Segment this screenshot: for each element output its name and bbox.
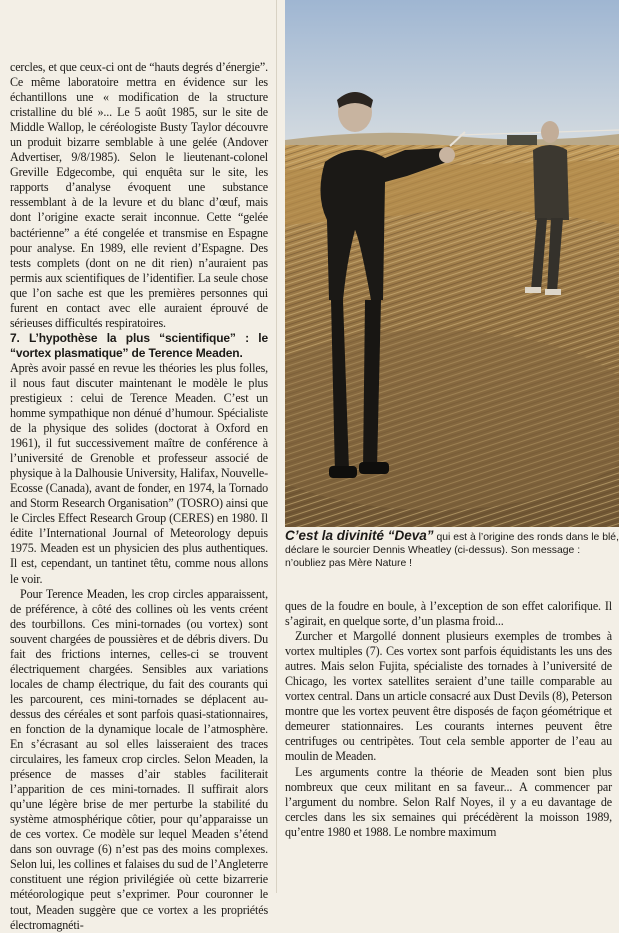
dowsers-in-wheat-field-photo [285, 0, 619, 527]
paragraph: Zurcher et Margollé donnent plusieurs exemples de trombes à vortex multiples (7). Ces vortex sont parfois équidistants les uns des autres. Mais selon Fujita, spécialiste des tornades à l’université de Chicago, les vortex satellites seraient d’une taille comparable au vortex central. Dans un article consacré aux Dust Devils (8), Peterson montre que les vortex peuvent être disposés de façon géométrique et demeurer stationnaires. Les courants internes peuvent être centrifuges ou centripètes. Tout cela semble apporter de l’eau au moulin de Meaden. [285, 629, 612, 764]
left-text-column [10, 60, 268, 933]
paragraph: ques de la foudre en boule, à l’exception de son effet calorifique. Il s’agirait, en quelque sorte, d’un plasma froid... [285, 599, 612, 629]
paragraph: Après avoir passé en revue les théories les plus folles, il nous faut discuter maintenant le modèle le plus prestigieux : celui de Terence Meaden. C’est un homme sympathique non dénué d’humour. Spécialiste de la physique des solides (doctorat à Oxford en 1961), il fut successivement maître de conférence à l’université de Grenoble et professeur associé de physique à la Dalhousie University, Halifax, Nouvelle-Ecosse (Canada), avant de fonder, en 1974, la Tornado and Storm Research Organisation” (TOSRO) ainsi que le Circles Effect Research Group (CERES) en 1980. Il édite l’International Journal of Meteorology depuis 1975. Meaden est un physicien des plus authentiques. Il est, cependant, un tantinet têtu, comme nous allons le voir. [10, 360, 268, 586]
paragraph: cercles, et que ceux-ci ont de “hauts degrés d’énergie”. Ce même laboratoire mettra en évidence sur les échantillons une « modification de la structure cristalline du blé »... Le 5 août 1985, sur le site de Middle Wallop, le céréologiste Busty Taylor découvre un produit bizarre semblable à une gelée (Andover Advertiser, 9/8/1985). Selon le lieutenant-colonel Greville Edgecombe, qui enquêta sur le site, les rapports d’analyse évoquent une substance ressemblant à de la levure et du blanc d’œuf, mais dont l’origine exacte serait inconnue. Cette “gelée bactérienne” a été congelée et transmise en Espagne pour analyse. En 1989, elle revient d’Espagne. Des tests complets (dont on ne dit rien) n’auraient pas permis aux scientifiques de l’identifier. La seule chose que l’on sache est que les premières personnes qui furent en contact avec elle auraient éprouvé de sérieuses difficultés respiratoires. [10, 60, 268, 330]
photo-caption [285, 530, 619, 570]
column-divider [276, 0, 277, 893]
right-text-column [285, 599, 612, 840]
paragraph: Pour Terence Meaden, les crop circles apparaissent, de préférence, à côté des collines où les vents créent des tourbillons. Ces mini-tornades (ou vortex) sont souvent chargées de poussières et de débris divers. Du fait des frictions internes, celles-ci se trouvent électriquement chargées. Sensibles aux variations locales de champ électrique, du fait des courants qui les parcourent, ces mini-tornades se déplacent au-dessus des céréales et sont parfois quasi-stationnaires, en fonction de la dynamique locale de l’atmosphère. En s’écrasant au sol elles laisseraient des traces circulaires, les fameux crop circles. Selon Meaden, la présence de masses d’air stables faciliterait l’apparition de ces mini-tornades. Il suffirait alors qu’une légère brise de mer perturbe la stabilité du système atmosphérique côtier, pour qu’apparaisse un de ces vortex. Ce modèle sur lequel Meaden s’étend dans son ouvrage (6) n’est pas des moins complexes. Selon lui, les collines et falaises du sud de l’Angleterre constituent une région privilégiée où cette bizarrerie météorologique peut s’exprimer. Pour couronner le tout, Meaden suggère que ce vortex a les propriétés électromagnéti- [10, 586, 268, 932]
section-heading: 7. L’hypothèse la plus “scientifique” : le “vortex plasmatique” de Terence Meaden. [10, 330, 268, 360]
caption-title: C’est la divinité “Deva” [285, 528, 434, 543]
caption-text: qui est à l’origine des ronds dans le blé, déclare le sourcier Dennis Wheatley (ci-dessus). Son message : n’oubliez pas Mère Nature ! [285, 532, 619, 569]
paragraph: Les arguments contre la théorie de Meaden sont bien plus nombreux que ceux militant en sa faveur... A commencer par l’argument du nombre. Selon Ralf Noyes, il y a eu davantage de cercles dans les six semaines qui précédèrent la moisson 1989, qu’entre 1980 et 1988. Le nombre maximum [285, 764, 612, 839]
